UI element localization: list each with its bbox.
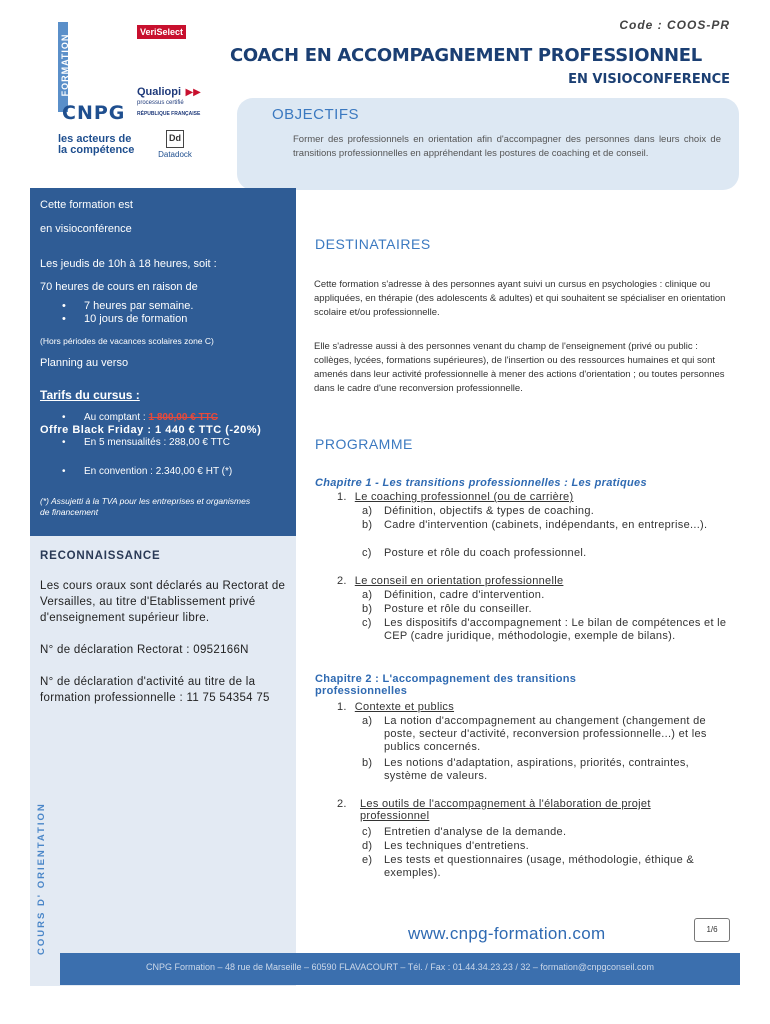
- reconnaissance-heading: RECONNAISSANCE: [40, 550, 161, 562]
- acteurs-line2: la compétence: [58, 144, 135, 156]
- section-1-2: 2. Le conseil en orientation professionnelle: [337, 575, 564, 587]
- item-text: Cadre d'intervention (cabinets, indépendants, en entreprise...).: [384, 519, 708, 531]
- logo-formation-text: FORMATION: [60, 33, 70, 97]
- item-text: Les dispositifs d'accompagnement : Le bilan de compétences et le CEP (cadre juridique, méthodologie, exemple de bilans).: [384, 617, 727, 642]
- item-text: Définition, cadre d'intervention.: [384, 589, 545, 601]
- objectifs-heading: OBJECTIFS: [272, 106, 360, 123]
- section-1-2-title: Le conseil en orientation professionnelle: [354, 575, 564, 587]
- reconnaissance-p1: Les cours oraux sont déclarés au Rectorat de Versailles, au titre d'Etablissement privé d'enseignement supérieur libre.: [40, 580, 286, 624]
- datadock-label: Datadock: [158, 150, 192, 159]
- tva-note: (*) Assujetti à la TVA pour les entreprises et organismes de financement: [40, 496, 251, 517]
- comptant-old-price: 1 800,00 € TTC: [148, 412, 218, 423]
- reconnaissance-panel: [30, 536, 296, 986]
- list-item: • En 5 mensualités : 288,00 € TTC: [62, 436, 286, 449]
- info-line-3: Les jeudis de 10h à 18 heures, soit :: [40, 258, 217, 270]
- item-2-2d: d) Les techniques d'entretiens.: [362, 840, 530, 852]
- info-line-4: 70 heures de cours en raison de: [40, 281, 198, 293]
- section-1-1-title: Le coaching professionnel (ou de carrière): [354, 491, 574, 503]
- tarifs-list-2: [62, 436, 286, 478]
- planning-note: Planning au verso: [40, 357, 129, 369]
- acteurs-line1: les acteurs de: [58, 133, 132, 145]
- datadock-logo: [155, 130, 195, 159]
- footer-address: CNPG Formation – 48 rue de Marseille – 60590 FLAVACOURT – Tél. / Fax : 01.44.34.23.23 / 32 – formation@cnpgconseil.com: [60, 953, 740, 985]
- info-line-2: en visioconférence: [40, 223, 132, 235]
- item-1-2c: c) Les dispositifs d'accompagnement : Le bilan de compétences et le CEP (cadre juridique, méthodologie, exemple de bilans).: [362, 617, 727, 642]
- veriselect-logo: [137, 22, 212, 70]
- section-2-2-title: Les outils de l'accompagnement à l'élaboration de projet professionnel: [360, 798, 651, 822]
- destinataires-p2: Elle s'adresse aussi à des personnes venant du champ de l'enseignement (privé ou public : collèges, lycées, formations supérieures), de l'insertion ou des ressources humaines et qui sont amenés dans leur activité professionnelle à mener des actions d'orientation ; ou toutes personnes dans le cadre d'une reconversion professionnelle.: [314, 341, 725, 394]
- item-text: Les notions d'adaptation, aspirations, priorités, contraintes, système de valeurs.: [384, 757, 690, 782]
- black-friday-offer: Offre Black Friday : 1 440 € TTC (-20%): [40, 424, 262, 436]
- logo-cnpg-text: CNPG: [62, 102, 126, 124]
- list-item: [62, 411, 286, 424]
- info-panel: [30, 188, 296, 536]
- chapter-1-title: Chapitre 1 - Les transitions professionnelles : Les pratiques: [315, 477, 647, 489]
- cnpg-logo: [58, 22, 128, 122]
- acteurs-logo: [58, 134, 134, 156]
- document-code: Code : COOS-PR: [619, 18, 730, 32]
- objectifs-text: Former des professionnels en orientation afin d'accompagner des personnes dans leurs choix de transitions professionnelles en appréhendant les postures de coaching et de conseil.: [293, 134, 721, 159]
- page-title: COACH EN ACCOMPAGNEMENT PROFESSIONNEL: [230, 45, 702, 66]
- item-text: Les techniques d'entretiens.: [384, 840, 530, 852]
- reconnaissance-p2: N° de déclaration Rectorat : 0952166N: [40, 644, 249, 656]
- item-1-2a: a) Définition, cadre d'intervention.: [362, 589, 545, 601]
- section-2-1-title: Contexte et publics: [354, 701, 455, 713]
- hours-list: [62, 300, 286, 326]
- item-1-1c: c) Posture et rôle du coach professionnel.: [362, 547, 587, 559]
- website-link[interactable]: www.cnpg-formation.com: [408, 924, 606, 943]
- section-1-1: 1. Le coaching professionnel (ou de carrière): [337, 491, 574, 503]
- destinataires-heading: DESTINATAIRES: [315, 236, 431, 252]
- hors-periodes: (Hors périodes de vacances scolaires zone C): [40, 336, 214, 346]
- item-2-2c: c) Entretien d'analyse de la demande.: [362, 826, 567, 838]
- item-text: La notion d'accompagnement au changement (changement de poste, secteur d'activité, reconversion professionnelle...) et les publics concernés.: [384, 715, 707, 753]
- item-text: Définition, objectifs & types de coaching.: [384, 505, 595, 517]
- qualiopi-logo: [137, 82, 217, 117]
- item-1-1a: a) Définition, objectifs & types de coaching.: [362, 505, 595, 517]
- info-line-1: Cette formation est: [40, 199, 133, 211]
- item-text: Posture et rôle du coach professionnel.: [384, 547, 587, 559]
- programme-heading: PROGRAMME: [315, 436, 413, 452]
- destinataires-p1: Cette formation s'adresse à des personnes ayant suivi un cursus en psychologies : clinique ou appliquées, en thérapie (des adolescents & adultes) et qui souhaitent se spécialiser en orientation scolaire et/ou professionnelle.: [314, 279, 726, 318]
- section-2-1: 1. Contexte et publics: [337, 701, 455, 713]
- item-1-2b: b) Posture et rôle du conseiller.: [362, 603, 532, 615]
- reconnaissance-p3: N° de déclaration d'activité au titre de la formation professionnelle : 11 75 54354 75: [40, 676, 270, 704]
- qualiopi-sub: processus certifié: [137, 100, 184, 106]
- datadock-icon: Dd: [166, 130, 184, 148]
- list-item: • 10 jours de formation: [62, 313, 286, 326]
- item-1-1b: b) Cadre d'intervention (cabinets, indépendants, en entreprise...).: [362, 519, 708, 531]
- qualiopi-name: Qualiopi: [137, 86, 181, 98]
- list-item: • 7 heures par semaine.: [62, 300, 286, 313]
- republique-label: RÉPUBLIQUE FRANÇAISE: [137, 111, 201, 117]
- section-2-2: 2. Les outils de l'accompagnement à l'élaboration de projet professionnel: [337, 798, 717, 822]
- item-text: Posture et rôle du conseiller.: [384, 603, 532, 615]
- item-text: Les tests et questionnaires (usage, méthodologie, éthique & exemples).: [384, 854, 694, 879]
- item-2-1a: a) La notion d'accompagnement au changement (changement de poste, secteur d'activité, reconversion professionnelle...) et les publics concernés.: [362, 715, 707, 753]
- item-text: Entretien d'analyse de la demande.: [384, 826, 567, 838]
- chapter-2-title: Chapitre 2 : L'accompagnement des transitions professionnelles: [315, 673, 577, 697]
- item-2-2e: e) Les tests et questionnaires (usage, méthodologie, éthique & exemples).: [362, 854, 694, 879]
- objectifs-box: [237, 98, 739, 190]
- tarifs-heading: Tarifs du cursus :: [40, 388, 140, 402]
- veriselect-name: VeriSelect: [137, 25, 186, 39]
- list-item: • En convention : 2.340,00 € HT (*): [62, 465, 286, 478]
- item-2-1b: b) Les notions d'adaptation, aspirations, priorités, contraintes, système de valeurs.: [362, 757, 690, 782]
- comptant-label: Au comptant :: [84, 412, 149, 423]
- page-number: 1/6: [694, 918, 730, 942]
- page-subtitle: EN VISIOCONFERENCE: [568, 72, 730, 87]
- vertical-label: COURS D' ORIENTATION: [36, 802, 47, 955]
- tarifs-list: [62, 411, 286, 424]
- qualiopi-arrows-icon: ▶▶: [185, 87, 201, 98]
